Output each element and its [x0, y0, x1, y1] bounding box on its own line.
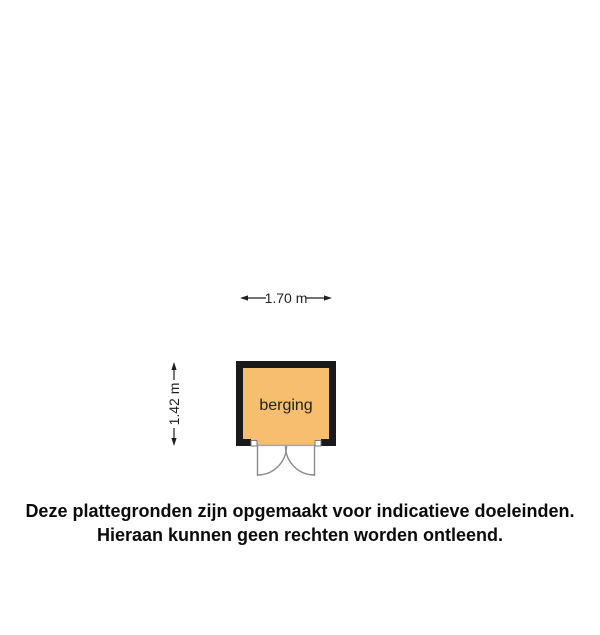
door-arc-right: [286, 446, 315, 475]
arrow-right-icon: [324, 295, 332, 300]
disclaimer-line-2: Hieraan kunnen geen rechten worden ontleend.: [96, 525, 504, 545]
width-dimension-label: 1.70 m: [264, 290, 308, 306]
arrow-down-icon: [171, 438, 176, 446]
height-dimension-label: 1.42 m: [166, 382, 182, 426]
door-post-right: [315, 441, 321, 447]
arrow-up-icon: [171, 362, 176, 370]
disclaimer-line-1: Deze plattegronden zijn opgemaakt voor indicatieve doeleinden.: [25, 501, 575, 521]
height-dimension: [166, 362, 182, 446]
room-label: berging: [259, 397, 313, 414]
width-dimension: [240, 290, 332, 306]
door-arc-left: [258, 446, 287, 475]
disclaimer: [0, 499, 600, 547]
arrow-left-icon: [240, 295, 248, 300]
door-post-left: [251, 441, 257, 447]
room-berging: [236, 361, 336, 446]
doorway-floor: [251, 439, 321, 445]
door-swing: [258, 446, 315, 476]
